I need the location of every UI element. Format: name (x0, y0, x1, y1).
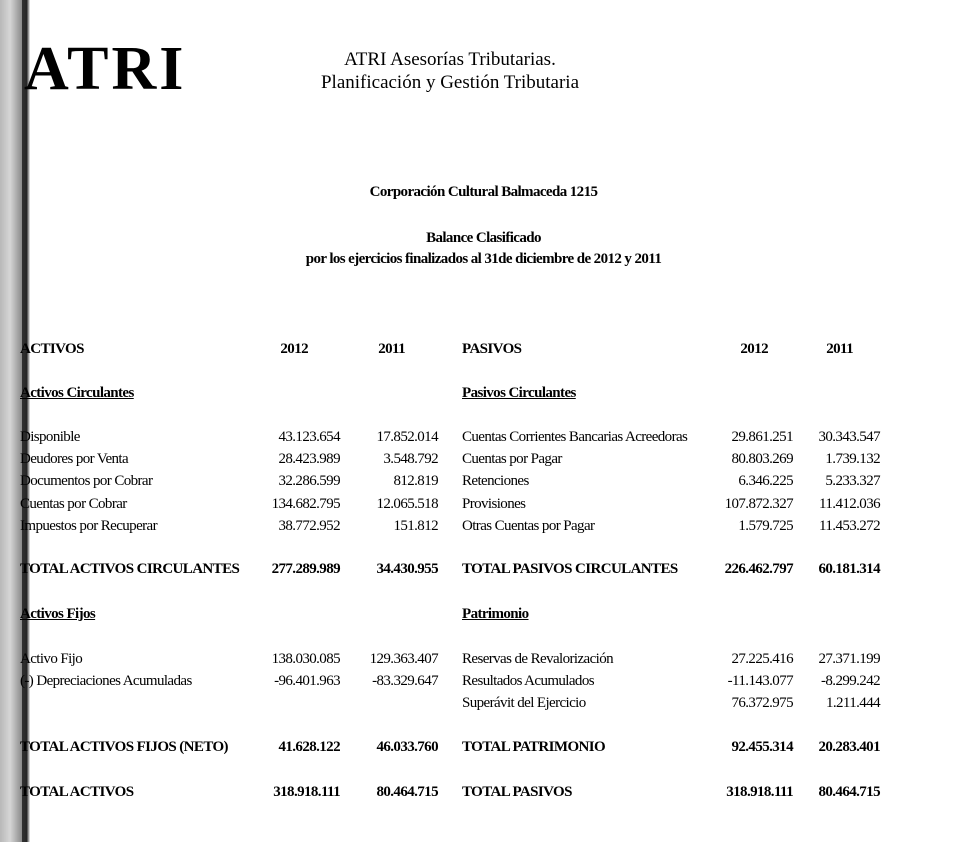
patrimonio-row-2012: -11.143.077 (727, 673, 793, 689)
activo-circulante-row-2012: 43.123.654 (278, 429, 340, 445)
activo-fijo-row-2011: -83.329.647 (372, 673, 438, 689)
pasivo-circulante-row-2012: 6.346.225 (738, 473, 793, 489)
activo-circulante-row-2012: 38.772.952 (278, 518, 340, 534)
pasivo-circulante-row-label: Otras Cuentas por Pagar (462, 518, 595, 534)
pasivo-circulante-row-2011: 1.739.132 (825, 451, 880, 467)
patrimonio-row-2011: 1.211.444 (825, 695, 880, 711)
activos-fijos-title: Activos Fijos (20, 606, 96, 622)
activo-fijo-row-label: Activo Fijo (20, 651, 83, 667)
firm-name: ATRI Asesorías Tributarias. (344, 49, 556, 70)
pasivo-circulante-row-label: Provisiones (462, 496, 526, 512)
activo-fijo-row-label: (-) Depreciaciones Acumuladas (20, 673, 192, 689)
pasivo-circulante-row-2011: 5.233.327 (825, 473, 880, 489)
patrimonio-row-2011: 27.371.199 (818, 651, 880, 667)
firm-tagline: Planificación y Gestión Tributaria (320, 72, 580, 93)
report-title: Balance Clasificado (426, 230, 541, 246)
patrimonio-row-label: Superávit del Ejercicio (462, 695, 586, 711)
activo-fijo-row-2011: 129.363.407 (369, 651, 438, 667)
total-patrimonio-label: TOTAL PATRIMONIO (462, 739, 606, 755)
total-pasivos-2011: 80.464.715 (818, 784, 880, 800)
total-activos-label: TOTAL ACTIVOS (20, 784, 134, 800)
total-activos-fijos-2012: 41.628.122 (278, 739, 340, 755)
activo-circulante-row-2011: 812.819 (393, 473, 438, 489)
activo-circulante-row-label: Deudores por Venta (20, 451, 129, 467)
pasivo-circulante-row-2011: 30.343.547 (818, 429, 880, 445)
total-pasivos-2012: 318.918.111 (726, 784, 793, 800)
report-subtitle: por los ejercicios finalizados al 31de diciembre de 2012 y 2011 (305, 251, 662, 267)
activos-header: ACTIVOS (20, 341, 84, 357)
pasivo-circulante-row-2012: 1.579.725 (738, 518, 793, 534)
total-activos-circulantes-2012: 277.289.989 (271, 561, 340, 577)
company-name: Corporación Cultural Balmaceda 1215 (369, 184, 598, 200)
total-activos-fijos-label: TOTAL ACTIVOS FIJOS (NETO) (20, 739, 228, 755)
total-activos-circulantes-label: TOTAL ACTIVOS CIRCULANTES (20, 561, 240, 577)
activo-circulante-row-2011: 3.548.792 (383, 451, 438, 467)
total-pasivos-label: TOTAL PASIVOS (462, 784, 572, 800)
pasivos-circulantes-title: Pasivos Circulantes (462, 385, 576, 401)
total-pasivos-circulantes-2011: 60.181.314 (818, 561, 880, 577)
pasivo-circulante-row-label: Cuentas Corrientes Bancarias Acreedoras (462, 429, 688, 445)
patrimonio-row-2012: 27.225.416 (731, 651, 793, 667)
activo-circulante-row-2011: 17.852.014 (376, 429, 438, 445)
activo-circulante-row-label: Impuestos por Recuperar (20, 518, 157, 534)
pasivo-circulante-row-label: Retenciones (462, 473, 529, 489)
activo-circulante-row-label: Disponible (20, 429, 80, 445)
pasivos-header: PASIVOS (462, 341, 522, 357)
activo-circulante-row-2012: 134.682.795 (271, 496, 340, 512)
pasivos-year-2012: 2012 (740, 341, 768, 357)
activos-circulantes-title: Activos Circulantes (20, 385, 134, 401)
patrimonio-row-2011: -8.299.242 (821, 673, 880, 689)
activos-year-2012: 2012 (280, 341, 308, 357)
activo-circulante-row-label: Documentos por Cobrar (20, 473, 153, 489)
activo-circulante-row-2012: 28.423.989 (278, 451, 340, 467)
total-patrimonio-2012: 92.455.314 (731, 739, 793, 755)
pasivo-circulante-row-label: Cuentas por Pagar (462, 451, 562, 467)
activo-fijo-row-2012: -96.401.963 (274, 673, 340, 689)
activo-circulante-row-2011: 12.065.518 (376, 496, 438, 512)
total-activos-circulantes-2011: 34.430.955 (376, 561, 438, 577)
pasivo-circulante-row-2011: 11.412.036 (819, 496, 880, 512)
patrimonio-title: Patrimonio (462, 606, 529, 622)
report-heading (0, 228, 967, 270)
patrimonio-row-label: Reservas de Revalorización (462, 651, 613, 667)
activo-fijo-row-2012: 138.030.085 (271, 651, 340, 667)
activo-circulante-row-2012: 32.286.599 (278, 473, 340, 489)
patrimonio-row-2012: 76.372.975 (731, 695, 793, 711)
total-pasivos-circulantes-2012: 226.462.797 (724, 561, 793, 577)
total-activos-fijos-2011: 46.033.760 (376, 739, 438, 755)
scan-binding-line (22, 0, 27, 842)
activos-year-2011: 2011 (378, 341, 405, 357)
patrimonio-row-label: Resultados Acumulados (462, 673, 594, 689)
total-activos-2011: 80.464.715 (376, 784, 438, 800)
pasivo-circulante-row-2012: 29.861.251 (731, 429, 793, 445)
activo-circulante-row-label: Cuentas por Cobrar (20, 496, 127, 512)
activo-circulante-row-2011: 151.812 (393, 518, 438, 534)
atri-logo: ATRI (24, 35, 187, 103)
pasivo-circulante-row-2011: 11.453.272 (819, 518, 880, 534)
total-patrimonio-2011: 20.283.401 (818, 739, 880, 755)
total-pasivos-circulantes-label: TOTAL PASIVOS CIRCULANTES (462, 561, 678, 577)
pasivo-circulante-row-2012: 107.872.327 (724, 496, 793, 512)
pasivo-circulante-row-2012: 80.803.269 (731, 451, 793, 467)
total-activos-2012: 318.918.111 (273, 784, 340, 800)
firm-header (300, 48, 600, 94)
pasivos-year-2011: 2011 (826, 341, 853, 357)
